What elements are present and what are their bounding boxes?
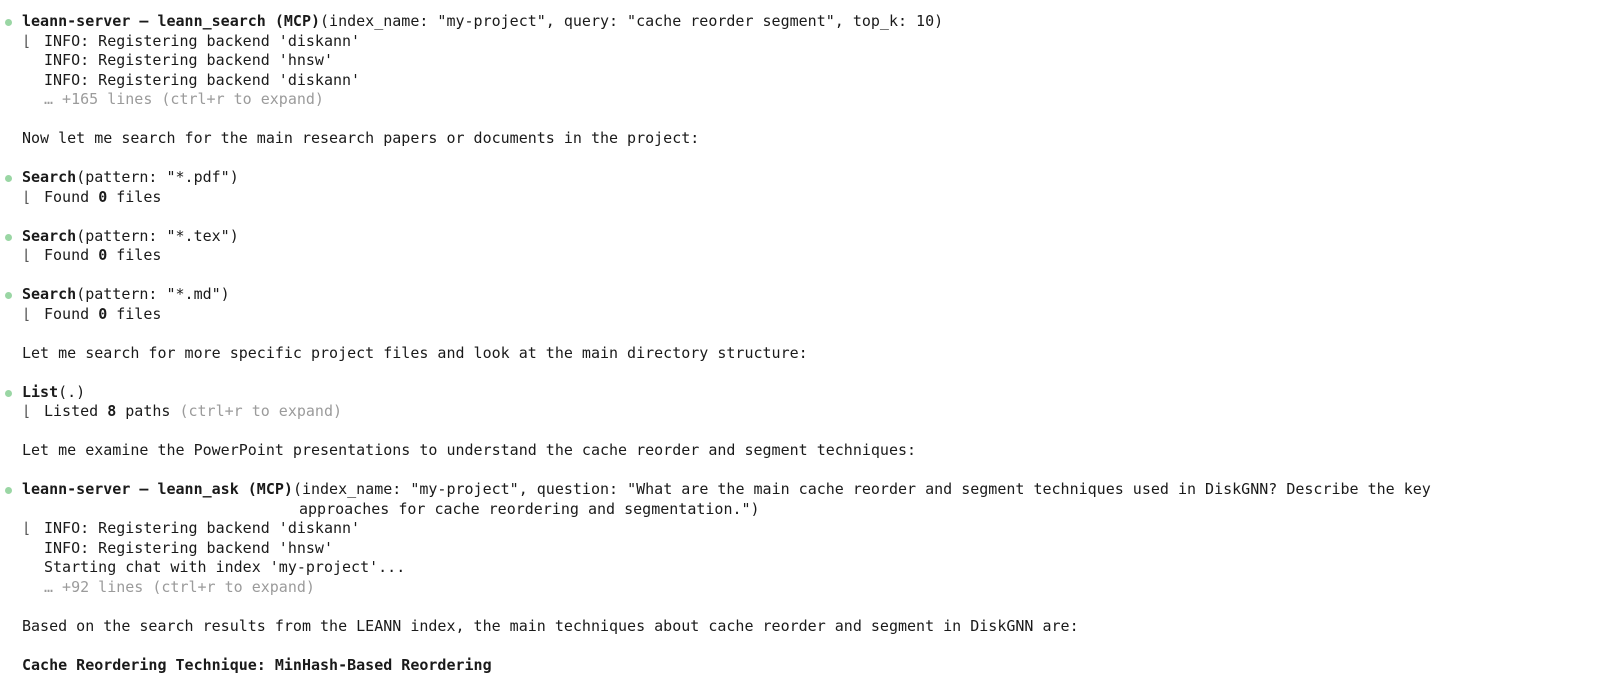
status-dot-icon [5, 292, 12, 299]
spacer [0, 636, 1600, 656]
result-prefix: Found [44, 246, 99, 264]
spacer [0, 363, 1600, 383]
tool-output [22, 305, 1600, 325]
tree-elbow-icon: ⌊ [22, 246, 32, 264]
tool-call-search-pdf[interactable] [0, 168, 1600, 207]
expand-hint[interactable]: (ctrl+r to expand) [179, 402, 343, 420]
result-prefix: Found [44, 304, 99, 323]
status-dot-icon [5, 175, 12, 182]
tool-output[interactable] [22, 402, 1600, 422]
output-line [44, 188, 1600, 208]
tool-call-leann-ask[interactable] [0, 480, 1600, 597]
assistant-message-2 [0, 344, 1600, 364]
tool-header [22, 227, 1600, 247]
output-line: INFO: Registering backend 'diskann' [44, 31, 361, 50]
answer-heading [0, 656, 1600, 676]
tool-args: (.) [58, 382, 86, 401]
message-text: Based on the search results from the LEANN index, the main techniques about cache reorder and segment in DiskGNN are: [22, 616, 1079, 635]
assistant-message-3 [0, 441, 1600, 461]
tool-name: List [22, 382, 59, 401]
tool-name: leann-server – leann_ask (MCP) [22, 480, 293, 498]
tree-elbow-icon: ⌊ [22, 31, 32, 50]
tool-call-search-md[interactable] [0, 285, 1600, 324]
output-line: Starting chat with index 'my-project'... [44, 558, 406, 576]
message-text: Let me search for more specific project files and look at the main directory structure: [22, 343, 808, 362]
tool-args: (index_name: "my-project", query: "cache reorder segment", top_k: 10) [320, 12, 944, 30]
tool-header [22, 383, 1600, 403]
message-text: Now let me search for the main research papers or documents in the project: [22, 129, 700, 147]
output-line: INFO: Registering backend 'diskann' [44, 70, 361, 89]
tree-elbow-icon: ⌊ [22, 519, 32, 537]
tool-header [22, 168, 1600, 188]
tree-elbow-icon: ⌊ [22, 402, 32, 420]
tool-header [22, 480, 1600, 519]
tree-elbow-icon: ⌊ [22, 187, 32, 206]
status-dot-icon [5, 487, 12, 494]
result-count: 0 [98, 246, 108, 264]
spacer [0, 207, 1600, 227]
result-prefix: Found [44, 187, 99, 206]
spacer [0, 110, 1600, 130]
expand-hint[interactable]: … +165 lines (ctrl+r to expand) [44, 90, 324, 108]
output-line [44, 246, 1600, 266]
result-suffix: files [107, 187, 162, 206]
tool-args-continuation: approaches for cache reordering and segmentation.") [299, 499, 760, 518]
tool-header [22, 285, 1600, 305]
spacer [0, 266, 1600, 286]
tool-output [22, 246, 1600, 266]
tree-elbow-icon: ⌊ [22, 304, 32, 323]
status-dot-icon [5, 234, 12, 241]
spacer [0, 597, 1600, 617]
spacer [0, 461, 1600, 481]
output-line [44, 305, 1600, 325]
result-suffix: files [107, 304, 162, 323]
output-line [44, 402, 1600, 422]
expand-hint[interactable]: … +92 lines (ctrl+r to expand) [44, 577, 315, 596]
tool-args: (pattern: "*.pdf") [76, 168, 239, 186]
assistant-message-1 [0, 129, 1600, 149]
tool-name: leann-server – leann_search (MCP) [22, 12, 321, 30]
tool-header [22, 12, 1600, 32]
result-suffix: files [107, 246, 162, 264]
tool-call-search-tex[interactable] [0, 227, 1600, 266]
message-text: Let me examine the PowerPoint presentations to understand the cache reorder and segment techniques: [22, 441, 917, 459]
tool-name: Search [22, 168, 77, 186]
output-line: INFO: Registering backend 'diskann' [44, 519, 361, 537]
spacer [0, 422, 1600, 442]
tool-output[interactable] [22, 32, 1600, 110]
output-line: INFO: Registering backend 'hnsw' [44, 538, 333, 557]
assistant-message-4 [0, 617, 1600, 637]
output-line: INFO: Registering backend 'hnsw' [44, 51, 333, 69]
result-count: 8 [107, 402, 117, 420]
result-prefix: Listed [44, 402, 108, 420]
status-dot-icon [5, 390, 12, 397]
spacer [0, 324, 1600, 344]
tool-output [22, 188, 1600, 208]
tool-args: (index_name: "my-project", question: "What are the main cache reorder and segment techniques used in DiskGNN? Describe the key [292, 480, 1431, 498]
tool-args: (pattern: "*.tex") [76, 226, 239, 245]
tool-call-leann-search[interactable] [0, 12, 1600, 110]
status-dot-icon [5, 19, 12, 26]
tool-call-list[interactable] [0, 383, 1600, 422]
tool-args: (pattern: "*.md") [76, 285, 230, 303]
tool-name: Search [22, 226, 77, 245]
result-count: 0 [98, 187, 108, 206]
spacer [0, 149, 1600, 169]
heading-text: Cache Reordering Technique: MinHash-Based Reordering [22, 655, 492, 674]
result-count: 0 [98, 304, 108, 323]
tool-name: Search [22, 285, 77, 303]
tool-output[interactable] [22, 519, 1600, 597]
result-suffix: paths [116, 402, 180, 420]
